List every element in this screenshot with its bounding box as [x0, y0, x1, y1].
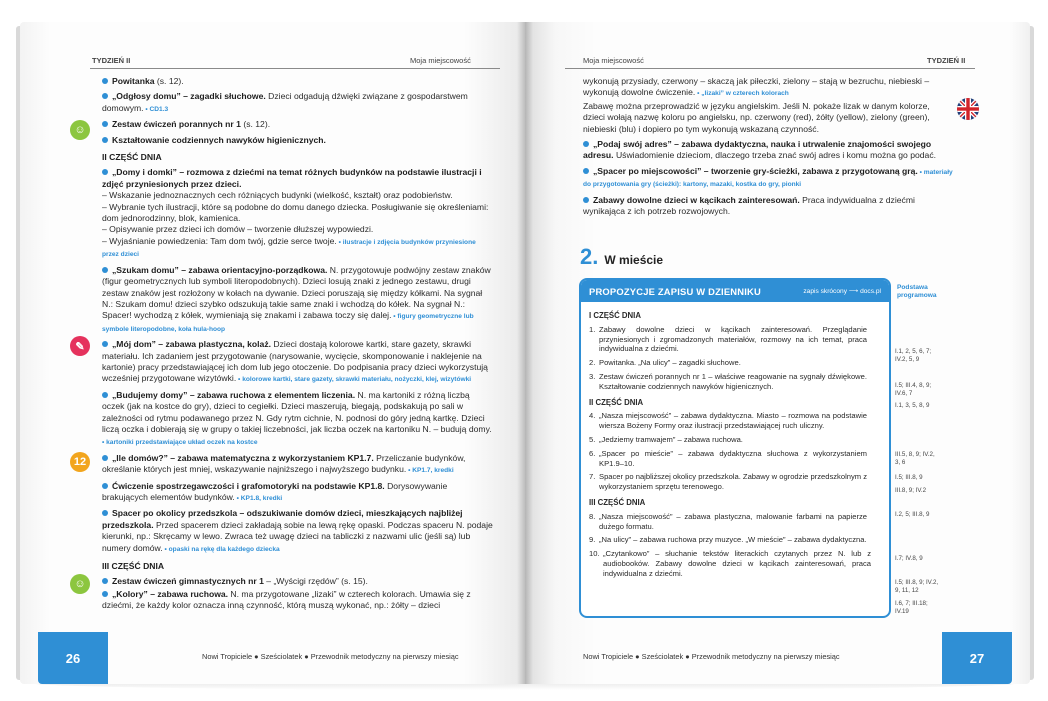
- diary-header: [581, 280, 889, 302]
- curriculum-ref: III.8, 9; IV.2: [895, 487, 927, 494]
- bullet-icon: [102, 341, 108, 347]
- list-item: „Budujemy domy” – zabawa ruchowa z elementem liczenia. N. ma kartoniki z różną liczbą oczek (jak na kostce do gry), dzieci to cegiełki. Dzieci maszerują, biegają, podskakują po sali w zależności od rytmu podawanego przez N. Gdy rytm cichnie, N. podnosi do góry jedną kartkę. Dzieci liczą oczka i dobierają się w grupy o takiej liczebności, jak liczba oczek na kartoniku N. – budują domy. • kartoniki przedstawiające układ oczek na kostce: [102, 389, 492, 447]
- list-item: „Podaj swój adres” – zabawa dydaktyczna, nauka i utrwalenie znajomości swojego adresu. Uświadomienie dzieciom, dlaczego trzeba znać swój adres i komu można go podać.: [583, 139, 937, 161]
- list-item: Ćwiczenie spostrzegawczości i grafomotoryki na podstawie KP1.8. Dorysowywanie brakujących elementów budynków. • KP1.8, kredki: [102, 480, 448, 502]
- left-header-rule: [90, 68, 500, 69]
- curriculum-ref: I.5; III.4, 8, 9; IV.6, 7: [895, 382, 932, 397]
- curriculum-ref: I.5; III.8, 9; IV.2, 9, 11, 12: [895, 579, 939, 594]
- page-number-left: 26: [38, 632, 108, 684]
- diary-row: 3. Zestaw ćwiczeń porannych nr 1 – właściwe reagowanie na sygnały dźwiękowe. Kształtowanie codziennych nawyków higienicznych.: [589, 371, 867, 391]
- paragraph: Zabawę można przeprowadzić w języku angielskim. Jeśli N. pokaże lizak w danym kolorze, dzieci wołają nazwę koloru po angielsku, np. czerwony (red), żółty (yellow), zielony (green), niebieski (blu) i dopiero po tym wykonują wskazaną czynność.: [583, 100, 930, 134]
- diary-row: 10. „Czytankowo” – słuchanie tekstów literackich czytanych przez N. lub z audiobooków. Zabawy dowolne dzieci w kącikach zainteresowań, praca indywidualna z dziećmi.: [589, 549, 871, 578]
- diary-short-link[interactable]: zapis skrócony ⟶ docs.pl: [803, 288, 881, 295]
- list-item: Powitanka (s. 12).: [102, 76, 494, 87]
- list-item: „Mój dom” – zabawa plastyczna, kolaż. Dzieci dostają kolorowe kartki, stare gazety, skrawki materiału. Ich zadaniem jest przygotowanie (narysowanie, wycięcie, skomponowanie i naklejenie na kartonie) pracy przedstawiającej ich dom lub jego otoczenie. Do podpisania pracy dzieci wykorzystują wcześniej przygotowane wizytówki. • kolorowe kartki, stare gazety, skrawki materiału, nożyczki, klej, wizytówki: [102, 339, 488, 384]
- bullet-icon: [102, 93, 108, 99]
- bullet-icon: [102, 169, 108, 175]
- list-item: „Domy i domki” – rozmowa z dziećmi na temat różnych budynków na podstawie ilustracji i zdjęć przyniesionych przez dzieci.: [102, 167, 482, 189]
- bullet-icon: [102, 392, 108, 398]
- diary-row: 2. Powitanka. „Na ulicy” – zagadki słuchowe.: [589, 358, 741, 368]
- bullet-icon: [102, 483, 108, 489]
- list-item: „Kolory” – zabawa ruchowa. N. ma przygotowane „lizaki” w czterech kolorach. Umawia się z dziećmi, że każdy kolor oznacza inną czynność, którą muszą wykonać, np.: żółty – dzieci: [102, 588, 471, 611]
- sub-line: – Wybranie tych ilustracji, które są podobne do domu danego dziecka. Posługiwanie się określeniami: dom jednorodzinny, blok, kamienica.: [102, 201, 489, 224]
- list-item: „Szukam domu” – zabawa orientacyjno-porządkowa. N. przygotowuje podwójny zestaw znaków (figur geometrycznych lub symboli literopodobnych). Dzieci losują znaki z jednego zestawu, drugi zestaw znaków jest rozłożony w kołach na dywanie. Dzieci poruszają się między kółkami. Na sygnał N.: Szukam domu! dzieci szybko odszukują takie same znaki i wchodzą do kółek. Na sygnał N.: Spacer! wychodzą z kółek, wymieniają się znakami i zabawa toczy się dalej. • figury geometryczne lub symbole literopodobne, koła hula-hoop: [102, 264, 491, 333]
- diary-row: 9. „Na ulicy” – zabawa ruchowa przy muzyce. „W mieście” – zabawa dydaktyczna.: [589, 535, 867, 545]
- diary-row: 6. „Spacer po mieście” – zabawa dydaktyczna słuchowa z wykorzystaniem KP1.9–10.: [589, 448, 867, 468]
- diary-box: [579, 278, 891, 618]
- list-item: Zestaw ćwiczeń gimnastycznych nr 1 – „Wyścigi rzędów” (s. 15).: [102, 576, 494, 587]
- bullet-icon: [102, 591, 108, 597]
- left-header-week: TYDZIEŃ II: [92, 56, 131, 65]
- curriculum-ref: I.6, 7; III.18; IV.19: [895, 600, 928, 615]
- curriculum-ref: I.2, 5; III.8, 9: [895, 511, 930, 518]
- diary-section-3: III CZĘŚĆ DNIA: [589, 497, 646, 507]
- section-heading-3: III CZĘŚĆ DNIA: [102, 561, 165, 572]
- diary-title: PROPOZYCJE ZAPISU W DZIENNIKU: [589, 285, 761, 297]
- bullet-icon: [102, 78, 108, 84]
- bullet-icon: [102, 267, 108, 273]
- sub-line: – Opisywanie przez dzieci ich domów – tworzenie dłuższej wypowiedzi.: [102, 224, 374, 235]
- bullet-icon: [102, 455, 108, 461]
- bullet-icon: [102, 137, 108, 143]
- diary-row: 7. Spacer po najbliższej okolicy przedszkola. Zabawy w ogrodzie przedszkolnym z wykorzystaniem sprzętu terenowego.: [589, 472, 868, 492]
- chapter-number: 2.: [580, 244, 599, 269]
- right-header-rule: [565, 68, 975, 69]
- left-page: [20, 22, 525, 684]
- list-item: „Ile domów?” – zabawa matematyczna z wykorzystaniem KP1.7. Przeliczanie budynków, określanie których jest mniej, wskazywanie najniższego i najwyższego budynku. • KP1.7, kredki: [102, 452, 466, 475]
- math-icon: 12: [70, 452, 90, 472]
- bullet-icon: [583, 141, 589, 147]
- curriculum-ref: I.5; III.8, 9: [895, 474, 923, 481]
- uk-flag-icon: [957, 98, 979, 120]
- right-page: [525, 22, 1030, 684]
- diary-body: [581, 302, 889, 589]
- curriculum-ref: I.7; IV.8, 9: [895, 555, 923, 562]
- left-header-topic: Moja miejscowość: [410, 56, 471, 65]
- bullet-icon: [102, 510, 108, 516]
- diary-section-1: I CZĘŚĆ DNIA: [589, 311, 641, 320]
- chapter-heading: [580, 244, 663, 270]
- left-content: [102, 76, 494, 616]
- list-item: Zabawy dowolne dzieci w kącikach zainteresowań. Praca indywidualna z dziećmi wynikająca z ich potrzeb rozwojowych.: [583, 194, 915, 217]
- list-item: Zestaw ćwiczeń porannych nr 1 (s. 12).: [102, 119, 494, 130]
- list-item: „Odgłosy domu” – zagadki słuchowe. Dzieci odgadują dźwięki związane z gospodarstwem domowym. • CD1.3: [102, 91, 468, 113]
- list-item: Spacer po okolicy przedszkola – odszukiwanie domów dzieci, mieszkających najbliżej przedszkola. Przed spacerem dzieci zakładają sobie na lewą rękę opaski. Podczas spaceru N. podaje kierunki, np.: Skręcamy w lewo. Zwraca też uwagę dzieci na tabliczki z nazwami ulic (jeśli są) lub numery domów. • opaski na rękę dla każdego dziecka: [102, 508, 493, 553]
- curriculum-ref: I.1, 3, 5, 8, 9: [895, 402, 930, 409]
- diary-row: 1. Zabawy dowolne dzieci w kącikach zainteresowań. Przeglądanie przyniesionych i zgromadzonych materiałów, rozmowy na ich temat, praca indywidualna z dziećmi.: [589, 324, 867, 354]
- bullet-icon: [102, 578, 108, 584]
- curriculum-ref: I.1, 2, 5, 6, 7; IV.2, 5, 9: [895, 348, 932, 363]
- open-book: [20, 22, 1030, 692]
- bullet-icon: [583, 197, 589, 203]
- chapter-title: W mieście: [604, 253, 664, 267]
- bullet-icon: [102, 121, 108, 127]
- section-heading-2: II CZĘŚĆ DNIA: [102, 152, 162, 163]
- list-item: „Spacer po miejscowości” – tworzenie gry-ścieżki, zabawa z przygotowaną grą. • materiały do przygotowania gry (ścieżki): kartony, mazaki, kostka do gry, pionki: [583, 165, 953, 189]
- gymnastics-icon: ☺: [70, 120, 90, 140]
- curriculum-heading: Podstawa programowa: [897, 284, 937, 299]
- right-content: [583, 76, 955, 221]
- paragraph: wykonują przysiady, czerwony – skaczą jak piłeczki, zielony – stają w bezruchu, niebieski – wykonują dowolne ćwiczenie. • „lizaki” w czterech kolorach: [583, 76, 930, 98]
- page-number-right: 27: [942, 632, 1012, 684]
- right-header-topic: Moja miejscowość: [583, 56, 644, 65]
- diary-section-2: II CZĘŚĆ DNIA: [589, 397, 644, 407]
- right-header-week: TYDZIEŃ II: [927, 56, 966, 65]
- diary-row: 8. „Nasza miejscowość” – zabawa plastyczna, malowanie farbami na papierze dużego formatu.: [589, 511, 867, 531]
- right-footer: Nowi Tropiciele ● Sześciolatek ● Przewodnik metodyczny na pierwszy miesiąc: [583, 652, 840, 661]
- art-icon: ✎: [70, 336, 90, 356]
- book-spine: [517, 22, 533, 684]
- left-footer: Nowi Tropiciele ● Sześciolatek ● Przewodnik metodyczny na pierwszy miesiąc: [202, 652, 459, 661]
- sub-line: – Wskazanie jednoznacznych cech różniących budynki (wielkość, kształt) oraz podobieństw.: [102, 190, 453, 201]
- diary-row: 4. „Nasza miejscowość” – zabawa dydaktyczna. Miasto – rozmowa na podstawie wiersza Bożeny Formy oraz ilustracji przedstawiającej ruch uliczny.: [589, 411, 867, 431]
- list-item: Kształtowanie codziennych nawyków higienicznych.: [102, 135, 494, 146]
- curriculum-ref: III.5, 8, 9; IV.2, 3, 6: [895, 451, 935, 466]
- gymnastics-icon-2: ☺: [70, 574, 90, 594]
- bullet-icon: [583, 168, 589, 174]
- diary-row: 5. „Jedziemy tramwajem” – zabawa ruchowa.: [589, 434, 743, 444]
- sub-line: – Wyjaśnianie powiedzenia: Tam dom twój, gdzie serce twoje. • ilustracje i zdjęcia budynków przyniesione przez dzieci: [102, 235, 476, 259]
